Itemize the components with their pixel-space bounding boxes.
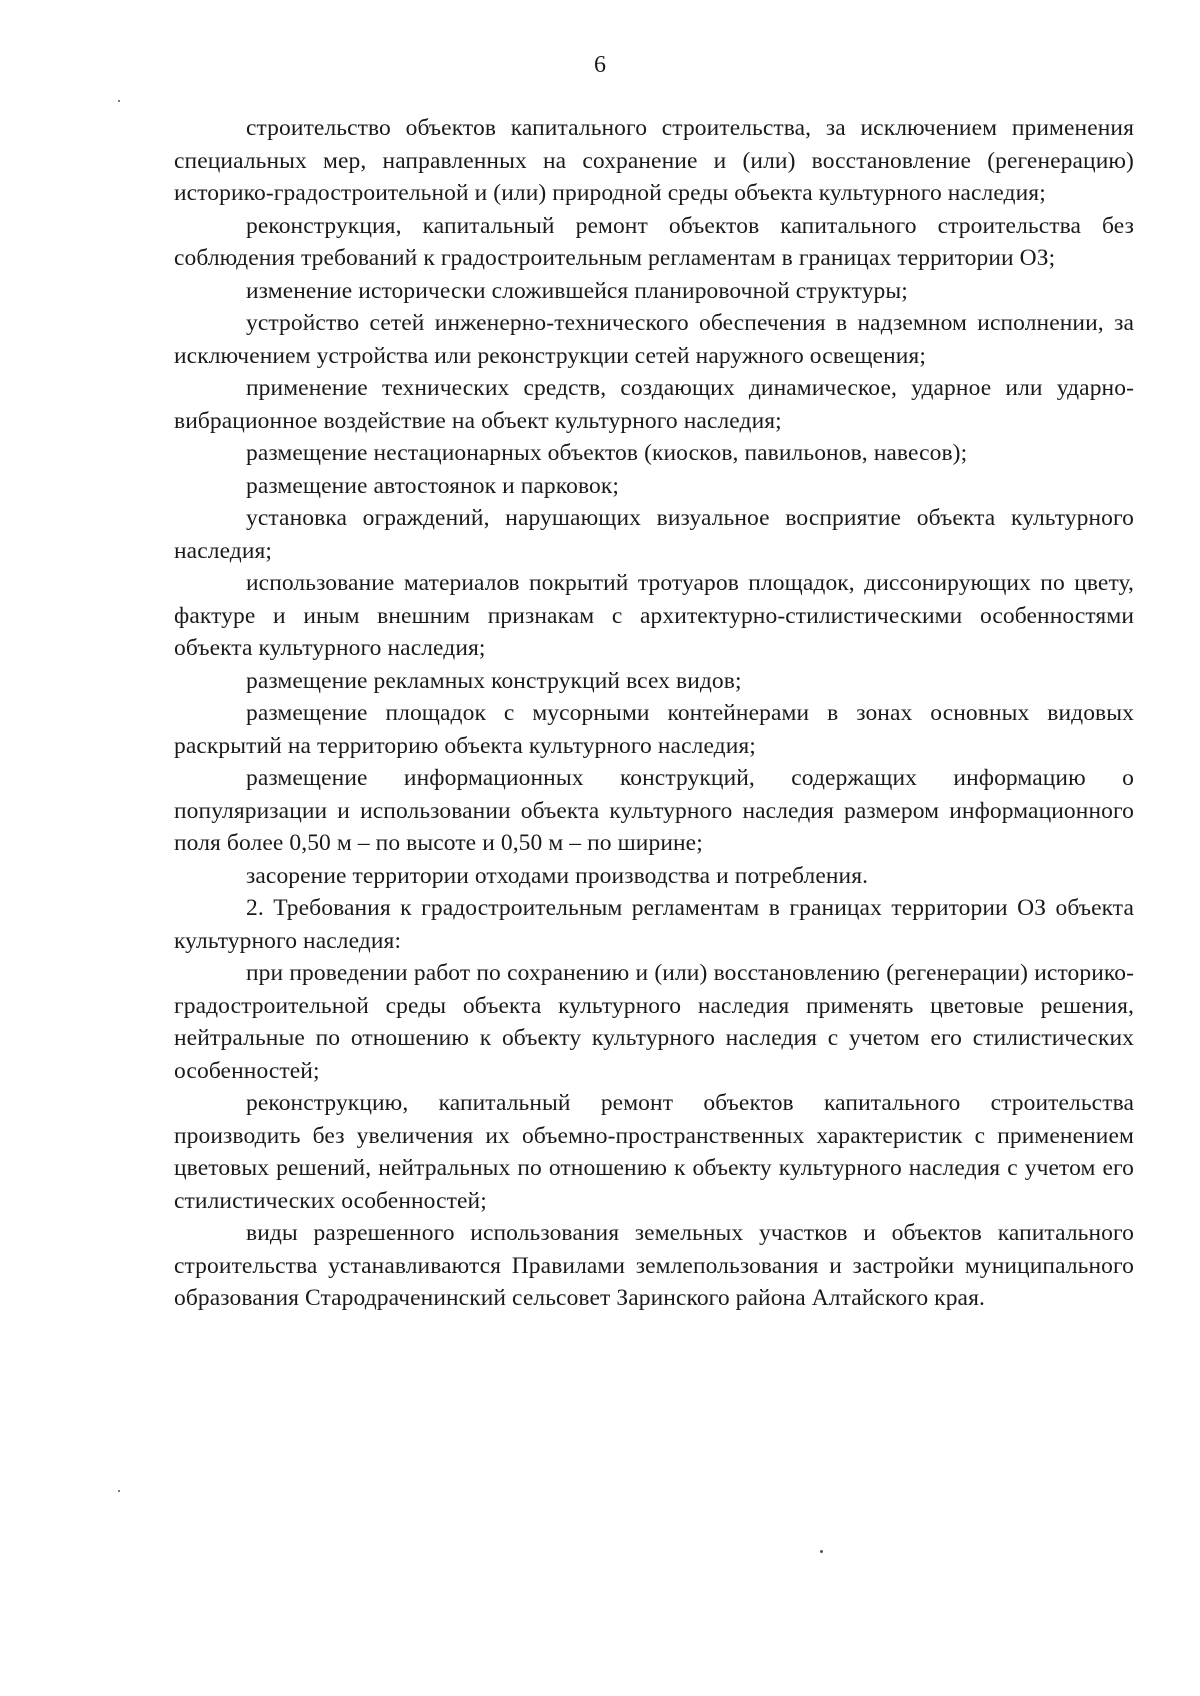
paragraph: устройство сетей инженерно-технического обеспечения в надземном исполнении, за исключением устройства или реконструкции сетей наружного освещения;	[174, 310, 1134, 369]
scan-speck	[820, 1550, 823, 1553]
page-number: 6	[594, 52, 606, 78]
paragraph: использование материалов покрытий тротуаров площадок, диссонирующих по цвету, фактуре и иным внешним признакам с архитектурно-стилистическими особенностями объекта культурного наследия;	[174, 570, 1134, 661]
paragraph: виды разрешенного использования земельных участков и объектов капитального строительства устанавливаются Правилами землепользования и застройки муниципального образования Стародраченинский сельсовет Заринского района Алтайского края.	[174, 1220, 1134, 1311]
scan-speck	[118, 1490, 120, 1492]
paragraph: строительство объектов капитального строительства, за исключением применения специальных мер, направленных на сохранение и (или) восстановление (регенерацию) историко-градостроительной и (или) природной среды объекта культурного наследия;	[174, 115, 1134, 206]
paragraph: размещение информационных конструкций, содержащих информацию о популяризации и использовании объекта культурного наследия размером информационного поля более 0,50 м – по высоте и 0,50 м – по ширине;	[174, 765, 1134, 856]
document-body	[174, 112, 1134, 1315]
paragraph: реконструкция, капитальный ремонт объектов капитального строительства без соблюдения требований к градостроительным регламентам в границах территории ОЗ;	[174, 212, 1134, 271]
paragraph: изменение исторически сложившейся планировочной структуры;	[246, 277, 908, 304]
paragraph: при проведении работ по сохранению и (или) восстановлению (регенерации) историко-градостроительной среды объекта культурного наследия применять цветовые решения, нейтральные по отношению к объекту культурного наследия с учетом его стилистических особенностей;	[174, 960, 1134, 1084]
paragraph: размещение нестационарных объектов (киосков, павильонов, навесов);	[246, 440, 968, 466]
paragraph: реконструкцию, капитальный ремонт объектов капитального строительства производить без увеличения их объемно-пространственных характеристик с применением цветовых решений, нейтральных по отношению к объекту культурного наследия с учетом его стилистических особенностей;	[174, 1090, 1134, 1214]
paragraph: засорение территории отходами производства и потребления.	[246, 862, 869, 889]
scan-speck	[118, 100, 120, 102]
paragraph: установка ограждений, нарушающих визуальное восприятие объекта культурного наследия;	[174, 505, 1134, 564]
section-heading-paragraph: 2. Требования к градостроительным регламентам в границах территории ОЗ объекта культурного наследия:	[174, 895, 1134, 954]
paragraph: размещение рекламных конструкций всех видов;	[246, 667, 742, 694]
paragraph: применение технических средств, создающих динамическое, ударное или ударно-вибрационное воздействие на объект культурного наследия;	[174, 375, 1134, 434]
paragraph: размещение автостоянок и парковок;	[246, 472, 619, 499]
paragraph: размещение площадок с мусорными контейнерами в зонах основных видовых раскрытий на территорию объекта культурного наследия;	[174, 700, 1134, 759]
